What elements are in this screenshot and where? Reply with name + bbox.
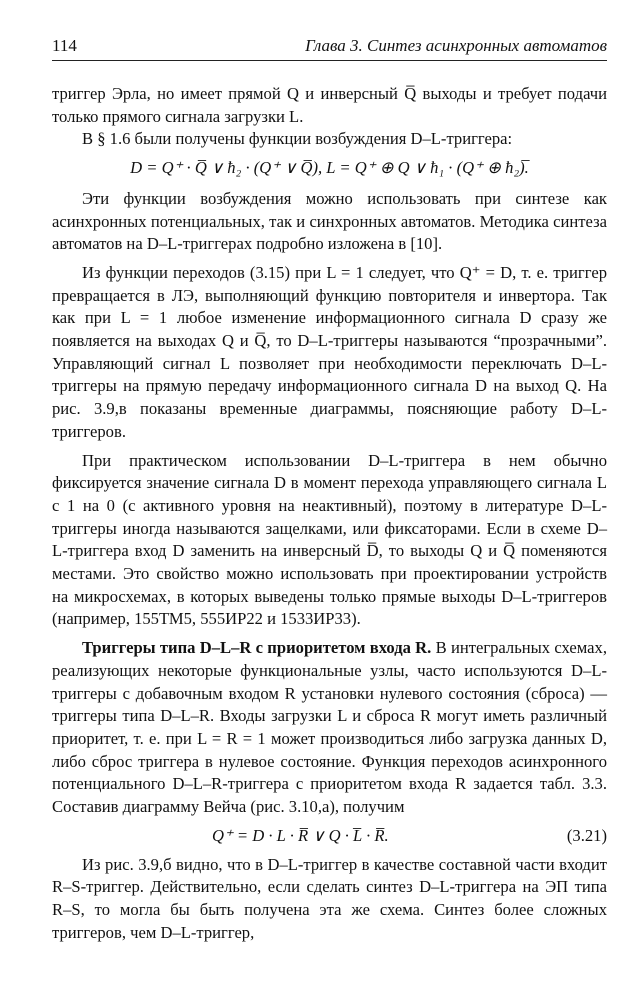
paragraph: Из рис. 3.9,б видно, что в D–L-триггер в качестве составной части входит R–S-триггер. Действительно, если сделать синтез D–L-триггера на ЭП типа R–S, то могла бы быть получена эта же схема. Синтез более сложных триггеров, чем D–L-триггер, (52, 854, 607, 942)
page (52, 36, 607, 944)
page-number: 114 (52, 36, 77, 55)
page-body (52, 83, 607, 944)
equation-number: (3.21) (566, 825, 607, 845)
running-header (52, 36, 607, 56)
paragraph: Из функции переходов (3.15) при L = 1 следует, что Q⁺ = D, т. е. триггер превращается в ЛЭ, выполняющий функцию повторителя и инвертора. Так как при L = 1 любое изменение информационного сигнала D сразу же появляется на выходах Q и Q̅, то D–L-триггеры называются “прозрачными”. Управляющий сигнал L позволяет при необходимости переключать D–L-триггеры на прямую передачу информационного сигнала D на выход Q. На рис. 3.9,в показаны временные диаграммы, поясняющие работу D–L-триггеров. (52, 262, 607, 441)
paragraph: Эти функции возбуждения можно использовать при синтезе как асинхронных потенциальных, так и синхронных автоматов. Методика синтеза автоматов на D–L-триггерах подробно изложена в [10]. (52, 188, 607, 254)
paragraph-text: В интегральных схемах, реализующих некоторые функциональные узлы, часто используются D–L-триггеры с добавочным входом R установки нулевого состояния (сброса) — триггеры типа D–L–R. Входы загрузки L и сброса R могут иметь различный приоритет, т. е. при L = R = 1 может производиться либо загрузка данных D, либо сброс триггера в нулевое состояние. Функция переходов асинхронного потенциального D–L–R-триггера с приоритетом входа R задается табл. 3.3. Составив диаграмму Вейча (рис. 3.10,а), получим (52, 638, 607, 817)
chapter-title: Глава 3. Синтез асинхронных автоматов (305, 36, 607, 55)
equation-body: Q⁺ = D · L · R̅ ∨ Q · L̅ · R̅. (212, 825, 389, 845)
paragraph (52, 637, 607, 819)
section-heading: Триггеры типа D–L–R с приоритетом входа R. (82, 638, 432, 658)
formula-excitation: D = Q⁺ · Q̅ ∨ ħ₂ · (Q⁺ ∨ Q̅), L = Q⁺ ⊕ Q ∨ ħ₁ · (Q⁺ ⊕ ħ₂)̅. (130, 158, 529, 178)
header-rule (52, 60, 607, 61)
paragraph: триггер Эрла, но имеет прямой Q и инверсный Q̅ выходы и требует подачи только прямого сигнала загрузки L. (52, 84, 607, 126)
equation-3-21 (52, 825, 607, 848)
paragraph: При практическом использовании D–L-триггера в нем обычно фиксируется значение сигнала D в момент перехода управляющего сигнала L с 1 на 0 (с активного уровня на неактивный), поэтому в литературе D–L-триггеры иногда называются защелками, или фиксаторами. Если в схеме D–L-триггера вход D заменить на инверсный D̅, то выходы Q и Q̅ поменяются местами. Это свойство можно использовать при проектировании устройств на микросхемах, в которых выведены только прямые выходы D–L-триггеров (например, 155ТМ5, 555ИР22 и 1533ИР33). (52, 450, 607, 629)
paragraph: В § 1.6 были получены функции возбуждения D–L-триггера: (82, 129, 513, 149)
